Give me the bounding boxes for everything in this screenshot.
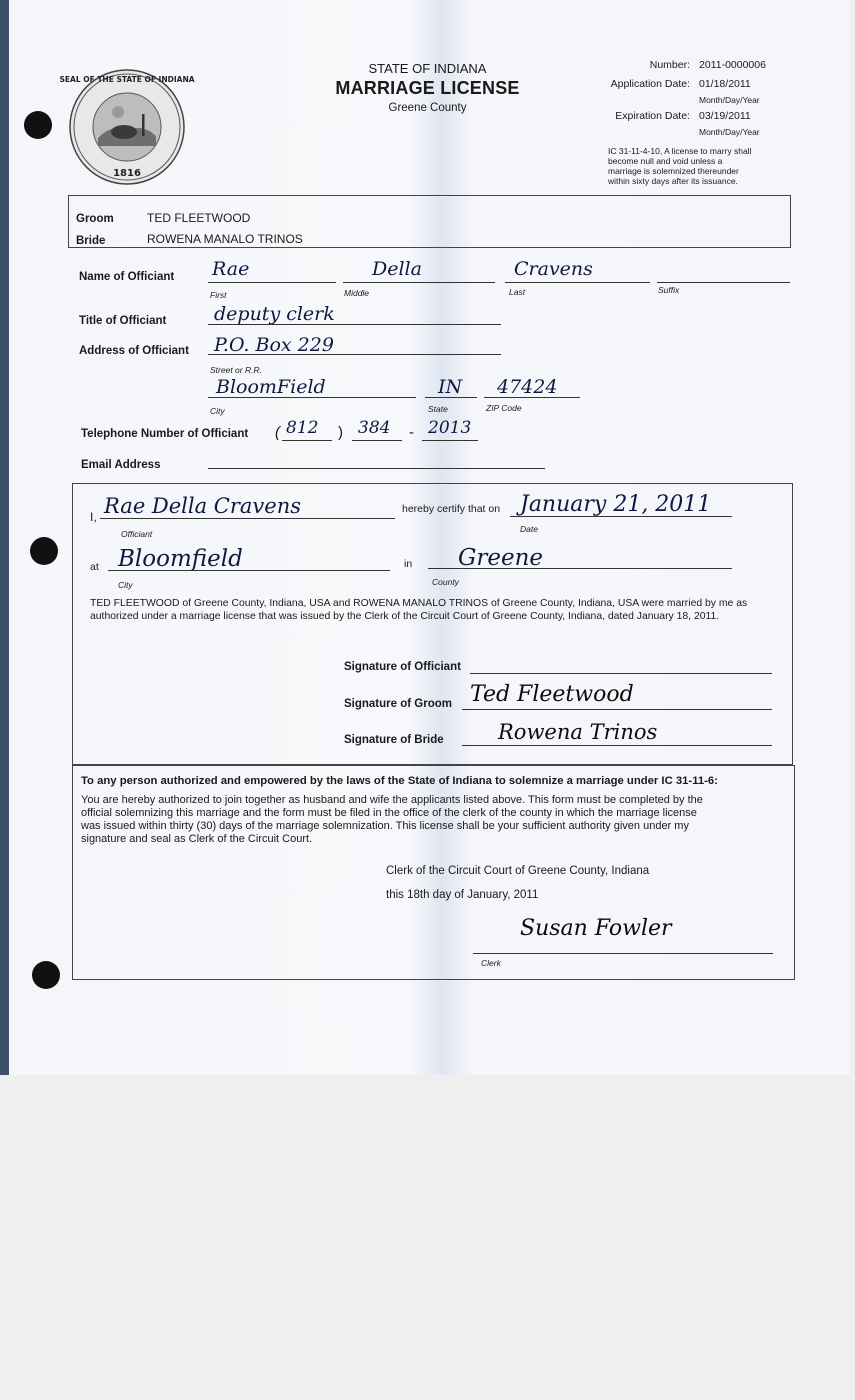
line-number-line <box>422 440 478 441</box>
officiant-signature-label: Signature of Officiant <box>344 661 461 673</box>
in-label: in <box>404 558 413 570</box>
seal-text: SEAL OF THE STATE OF INDIANA <box>59 75 195 84</box>
expiration-date-label: Expiration Date: <box>615 110 690 122</box>
prefix-line <box>352 440 402 441</box>
state-value: IN <box>438 376 463 398</box>
state-caption: State <box>428 404 448 414</box>
last-name-line <box>505 282 650 283</box>
page-title: MARRIAGE LICENSE <box>335 78 520 98</box>
seal-year: 1816 <box>113 168 141 179</box>
notice-line: become null and void unless a <box>608 156 723 166</box>
clerk-signature: Susan Fowler <box>520 916 672 941</box>
phone-prefix: 384 <box>358 418 391 438</box>
ceremony-county-line <box>428 568 732 569</box>
at-label: at <box>90 561 99 573</box>
officiant-signature-line <box>470 673 772 674</box>
ceremony-county-caption: County <box>432 577 459 587</box>
phone-label: Telephone Number of Officiant <box>81 428 249 440</box>
clerk-caption: Clerk <box>481 958 501 968</box>
statement-line: TED FLEETWOOD of Greene County, Indiana, USA and ROWENA MANALO TRINOS of Greene County, Indiana, USA were married by me as <box>90 598 748 609</box>
city-value: BloomField <box>216 376 326 398</box>
application-date-label: Application Date: <box>610 78 690 90</box>
authorization-line: official solemnizing this marriage and the form must be filed in the office of the clerk of the county in which the marriage license <box>81 807 697 819</box>
notice-line: IC 31-11-4-10, A license to marry shall <box>608 146 752 156</box>
certify-text: hereby certify that on <box>402 503 501 515</box>
notice-line: within sixty days after its issuance. <box>608 176 738 186</box>
i-label: I, <box>90 510 97 524</box>
bride-signature-line <box>462 745 772 746</box>
ceremony-county: Greene <box>458 545 544 571</box>
issued-date-text: this 18th day of January, 2011 <box>386 889 539 901</box>
bride-label: Bride <box>76 235 106 247</box>
state-line <box>425 397 477 398</box>
expiration-date-value: 03/19/2011 <box>699 110 751 122</box>
binder-hole-top <box>24 111 52 139</box>
officiant-signature-inline: Rae Della Cravens <box>104 494 302 518</box>
groom-label: Groom <box>76 213 114 225</box>
bride-signature: Rowena Trinos <box>498 720 658 744</box>
phone-open-paren: ( <box>275 424 280 441</box>
ceremony-city-line <box>108 570 390 571</box>
suffix-caption: Suffix <box>658 285 680 295</box>
groom-signature: Ted Fleetwood <box>470 682 634 707</box>
street-value: P.O. Box 229 <box>214 334 334 356</box>
validity-notice <box>608 146 788 186</box>
county-heading: Greene County <box>388 102 467 114</box>
binder-hole-bottom <box>32 961 60 989</box>
zip-line <box>484 397 580 398</box>
first-name-line <box>208 282 336 283</box>
city-caption: City <box>210 406 225 416</box>
middle-name-line <box>343 282 495 283</box>
phone-line-number: 2013 <box>428 418 472 438</box>
clerk-title: Clerk of the Circuit Court of Greene County, Indiana <box>386 865 650 877</box>
date-format-hint: Month/Day/Year <box>699 127 760 137</box>
bride-name: ROWENA MANALO TRINOS <box>147 232 303 246</box>
groom-name: TED FLEETWOOD <box>147 211 251 225</box>
suffix-line <box>657 282 790 283</box>
ceremony-city-caption: City <box>118 580 133 590</box>
area-code-line <box>282 440 332 441</box>
application-date-value: 01/18/2011 <box>699 78 751 90</box>
date-line <box>510 516 732 517</box>
groom-signature-label: Signature of Groom <box>344 698 452 710</box>
bride-signature-label: Signature of Bride <box>344 734 444 746</box>
authorization-line: signature and seal as Clerk of the Circuit Court. <box>81 833 313 845</box>
marriage-statement <box>90 597 800 623</box>
officiant-line <box>100 518 395 519</box>
date-format-hint: Month/Day/Year <box>699 95 760 105</box>
officiant-name-label: Name of Officiant <box>79 271 175 283</box>
groom-signature-line <box>462 709 772 710</box>
officiant-first-name: Rae <box>212 258 250 280</box>
number-label: Number: <box>649 59 690 71</box>
email-label: Email Address <box>81 459 161 471</box>
officiant-last-name: Cravens <box>514 258 593 280</box>
authorization-line: was issued within thirty (30) days of the marriage solemnization. This license shall be your sufficient authority given under my <box>81 820 689 832</box>
middle-caption: Middle <box>344 288 370 298</box>
officiant-title-value: deputy clerk <box>214 303 335 325</box>
marriage-date: January 21, 2011 <box>520 492 712 517</box>
city-line <box>208 397 416 398</box>
clerk-signature-line <box>473 953 773 954</box>
zip-caption: ZIP Code <box>486 403 522 413</box>
phone-area-code: 812 <box>286 418 319 438</box>
paper-edge <box>0 0 9 1075</box>
officiant-caption: Officiant <box>121 529 153 539</box>
ceremony-city: Bloomfield <box>118 546 243 572</box>
authorization-heading: To any person authorized and empowered by the laws of the State of Indiana to solemnize a marriage under IC 31-11-6: <box>81 775 718 787</box>
binder-hole-middle <box>30 537 58 565</box>
notice-line: marriage is solemnized thereunder <box>608 166 739 176</box>
title-line <box>208 324 501 325</box>
authorization-line: You are hereby authorized to join together as husband and wife the applicants listed above. This form must be completed by the <box>81 794 703 806</box>
date-caption: Date <box>520 524 538 534</box>
officiant-title-label: Title of Officiant <box>79 315 167 327</box>
authorization-body <box>81 794 791 846</box>
street-caption: Street or R.R. <box>210 365 262 375</box>
last-caption: Last <box>509 287 526 297</box>
phone-dash: - <box>409 424 414 441</box>
first-caption: First <box>210 290 227 300</box>
email-line <box>208 468 545 469</box>
zip-value: 47424 <box>497 376 558 398</box>
statement-line: authorized under a marriage license that was issued by the Clerk of the Circuit Court of Greene County, Indiana, dated January 18, 2011. <box>90 611 720 622</box>
number-value: 2011-0000006 <box>699 59 766 71</box>
street-line <box>208 354 501 355</box>
phone-close-paren: ) <box>338 424 343 441</box>
officiant-address-label: Address of Officiant <box>79 345 189 357</box>
state-heading: STATE OF INDIANA <box>368 61 487 76</box>
officiant-middle-name: Della <box>372 258 422 280</box>
certificate-box <box>72 483 793 765</box>
